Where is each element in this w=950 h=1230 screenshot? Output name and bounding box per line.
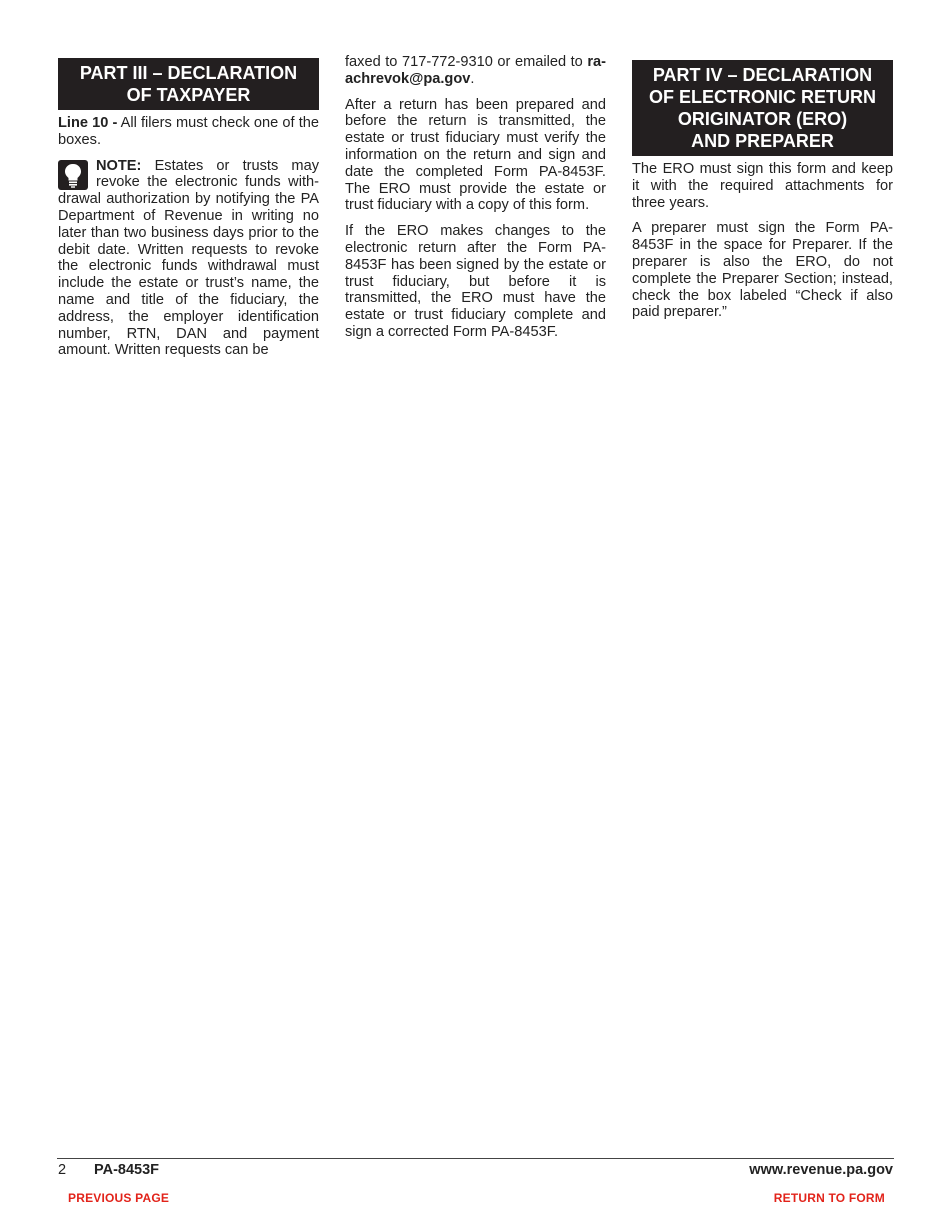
continued-text: faxed to 717-772-9310 or emailed to [345,54,588,70]
column-middle [345,54,606,350]
email-period: . [470,70,475,87]
revoke-email: ra-achrevok@pa.gov [345,54,606,87]
previous-page-link[interactable]: PREVIOUS PAGE [68,1191,170,1205]
column-left [58,54,319,368]
preparer-paragraph: A preparer must sign the Form PA-8453F in the space for Preparer. If the preparer is also the ERO, do not complete the Preparer Section; instead, check the box labeled “Check if also paid preparer.” [632,220,893,321]
ero-sign-paragraph: The ERO must sign this form and keep it with the required attachments for three years. [632,161,893,211]
verify-paragraph: After a return has been prepared and before the return is transmitted, the estate or trust fiduciary must verify the information on the return and sign and date the completed Form PA-8453F. The ERO must provide the estate or trust fiduciary with a copy of this form. [345,96,606,214]
changes-paragraph: If the ERO makes changes to the electronic return after the Form PA-8453F has been signed by the estate or trust fiduciary, but before it is transmitted, the ERO must have the estate or trust fiduciary complete and sign a corrected Form PA-8453F. [345,223,606,340]
part3-heading-line1: PART III – DECLARATION [79,63,298,83]
column-right [632,54,893,330]
part4-heading-line1: PART IV – DECLARATION [652,65,873,85]
note-paragraph [58,158,319,360]
part4-heading-line4: AND PREPARER [691,131,834,151]
return-to-form-link[interactable]: RETURN TO FORM [773,1191,885,1205]
note-text: Estates or trusts may revoke the electronic funds withdrawal authorization by notifying the PA Department of Revenue in writing no later than two business days prior to the debit date. Written requests to revoke the electronic funds withdrawal must include the estate or trust’s name, the name and title of the fiduciary, the address, the employer identification number, RTN, DAN and payment amount. Written requests can be [58,157,319,359]
note-label: NOTE: [96,157,142,174]
website-url: www.revenue.pa.gov [749,1162,893,1178]
part3-heading-line2: OF TAXPAYER [126,85,251,105]
line10-text: All filers must check one of the boxes. [58,115,319,148]
form-id: PA-8453F [94,1162,160,1178]
lightbulb-icon [58,160,88,190]
footer-divider [57,1158,894,1159]
part4-heading-line3: ORIGINATOR (ERO) [677,109,848,129]
part4-heading [632,60,893,156]
part3-heading [58,58,319,110]
line10-paragraph [58,115,319,149]
part4-heading-line2: OF ELECTRONIC RETURN [649,87,876,107]
continued-paragraph [345,54,606,88]
line10-label: Line 10 - [58,115,118,131]
page-number: 2 [58,1162,67,1178]
